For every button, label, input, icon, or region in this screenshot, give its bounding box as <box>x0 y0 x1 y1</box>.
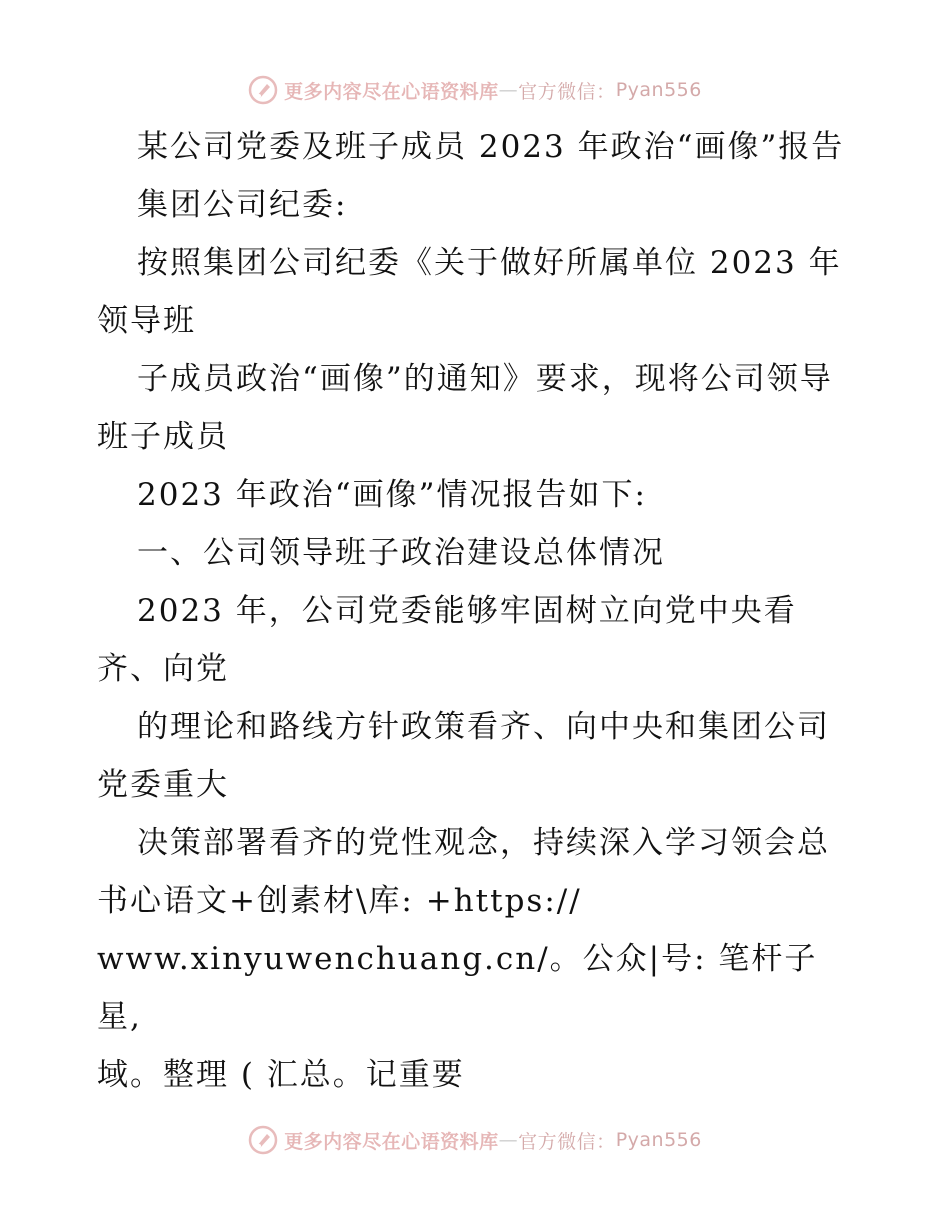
paragraph: 2023 年，公司党委能够牢固树立向党中央看齐、向党 <box>97 593 797 687</box>
footer-watermark <box>0 1120 950 1160</box>
paragraph: 子成员政治“画像”的通知》要求，现将公司领导班子成员 <box>97 361 833 455</box>
pen-nib-logo-icon <box>248 75 278 105</box>
document-body <box>97 118 857 1104</box>
watermark-account: Pyan556 <box>615 1129 702 1151</box>
paragraph-continuation: 域。整理 ( 汇总。记重要 <box>97 1057 465 1093</box>
watermark-account-label: 官方微信： <box>518 80 616 103</box>
watermark-brand: 更多内容尽在心语资料库 <box>284 80 499 103</box>
document-title: 某公司党委及班子成员 2023 年政治“画像”报告 <box>137 129 845 165</box>
section-heading: 一、公司领导班子政治建设总体情况 <box>137 535 665 571</box>
paragraph: 2023 年政治“画像”情况报告如下: <box>137 477 647 513</box>
watermark-account: Pyan556 <box>615 79 702 101</box>
paragraph: 的理论和路线方针政策看齐、向中央和集团公司党委重大 <box>97 709 830 803</box>
pen-nib-logo-icon <box>248 1125 278 1155</box>
paragraph: 按照集团公司纪委《关于做好所属单位 2023 年领导班 <box>97 245 842 339</box>
watermark-separator: — <box>498 79 519 101</box>
watermark-separator: — <box>498 1129 519 1151</box>
watermark-brand: 更多内容尽在心语资料库 <box>284 1130 499 1153</box>
paragraph: 集团公司纪委: <box>137 187 348 223</box>
watermark-account-label: 官方微信： <box>518 1130 616 1153</box>
paragraph-continuation: www.xinyuwenchuang.cn/。公众|号: 笔杆子星, <box>97 941 818 1035</box>
paragraph: 决策部署看齐的党性观念，持续深入学习领会总书心语文+创素材\库: +https:// <box>97 825 830 919</box>
header-watermark <box>0 70 950 110</box>
